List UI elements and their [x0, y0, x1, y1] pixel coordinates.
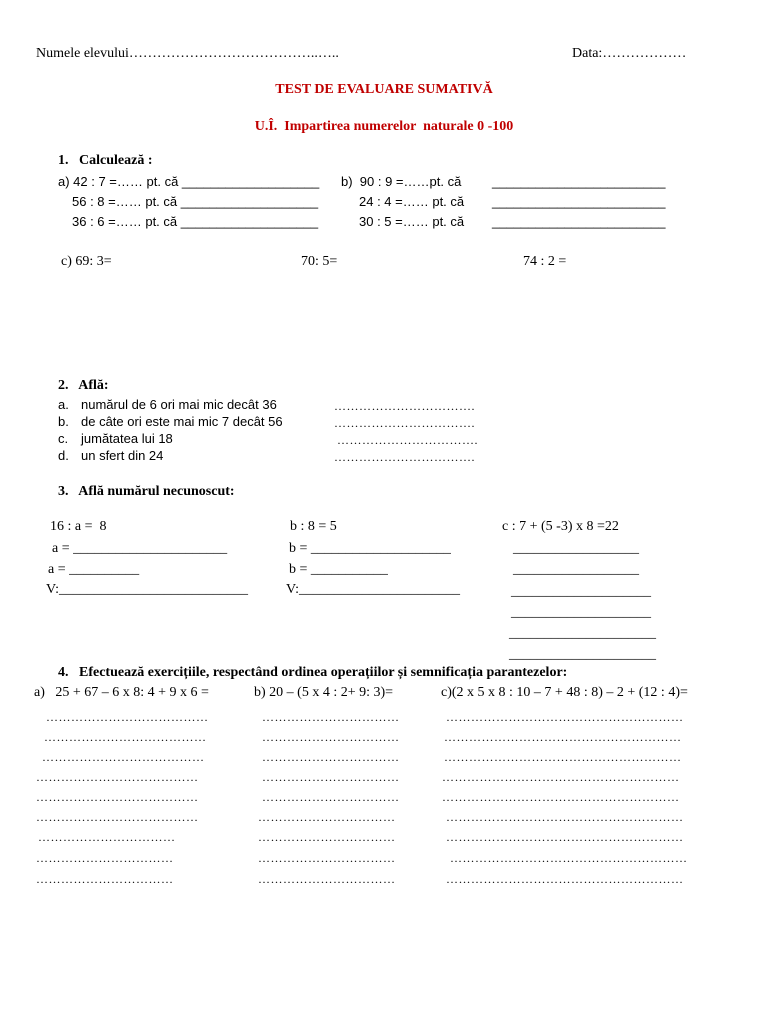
section3-heading: 3. Află numărul necunoscut: [58, 484, 235, 499]
work-line-4b[interactable]: …………………………… [262, 710, 400, 724]
list-item-letter: d. [58, 448, 69, 463]
exercise-1a-row2: 56 : 8 =…… pt. că ___________________ [72, 194, 319, 209]
exercise-1b-row1: b) 90 : 9 =……pt. că [341, 174, 462, 189]
work-line-4c[interactable]: ………………………………………………… [446, 830, 684, 844]
work-line-4c[interactable]: ………………………………………………… [444, 750, 682, 764]
section1-heading: 1. Calculează : [58, 153, 153, 168]
answer-dots[interactable]: ……………………………. [334, 416, 475, 430]
answer-line-col1[interactable]: a = ______________________ [52, 541, 228, 556]
equation-col1: 16 : a = 8 [50, 519, 107, 534]
answer-line-col3[interactable]: _____________________ [509, 647, 656, 662]
section2-heading: 2. Află: [58, 378, 109, 393]
work-line-4a[interactable]: ………………………………… [36, 770, 199, 784]
exercise-1b-row2: 24 : 4 =…… pt. că [359, 194, 465, 209]
exercise-1c-item1: c) 69: 3= [61, 254, 112, 269]
work-line-4b[interactable]: …………………………… [262, 750, 400, 764]
answer-dots[interactable]: ……………………………. [334, 399, 475, 413]
answer-line-col3[interactable]: _____________________ [509, 626, 656, 641]
answer-line-1b-row3[interactable]: ________________________ [492, 214, 666, 229]
equation-col2: b : 8 = 5 [290, 519, 337, 534]
work-line-4b[interactable]: …………………………… [258, 851, 396, 865]
work-line-4a[interactable]: ………………………………… [46, 710, 209, 724]
list-item-text: numărul de 6 ori mai mic decât 36 [81, 397, 277, 412]
list-item-text: jumătatea lui 18 [81, 431, 173, 446]
work-line-4a[interactable]: ………………………………… [36, 790, 199, 804]
work-line-4c[interactable]: ………………………………………………… [446, 710, 684, 724]
work-line-4a[interactable]: …………………………… [36, 872, 174, 886]
work-line-4c[interactable]: ………………………………………………… [450, 851, 688, 865]
answer-line-col1[interactable]: a = __________ [48, 562, 140, 577]
list-item-text: un sfert din 24 [81, 448, 164, 463]
list-item-letter: a. [58, 397, 69, 412]
answer-line-col3[interactable]: __________________ [513, 562, 639, 577]
exercise-1a-row1: a) 42 : 7 =…… pt. că ___________________ [58, 174, 320, 189]
list-item-letter: c. [58, 431, 69, 446]
work-line-4a[interactable]: ………………………………… [36, 810, 199, 824]
section4-heading: 4. Efectuează exercițiile, respectând ordinea operațiilor și semnificația parantezelor: [58, 665, 568, 680]
equation-col3: c : 7 + (5 -3) x 8 =22 [502, 519, 619, 534]
answer-line-1b-row2[interactable]: ________________________ [492, 194, 666, 209]
work-line-4c[interactable]: ………………………………………………… [444, 730, 682, 744]
work-line-4b[interactable]: …………………………… [262, 730, 400, 744]
list-item-text: de câte ori este mai mic 7 decât 56 [81, 414, 283, 429]
verification-line-col2[interactable]: V:_______________________ [286, 582, 460, 597]
list-item-letter: b. [58, 414, 69, 429]
work-line-4b[interactable]: …………………………… [262, 790, 400, 804]
work-line-4c[interactable]: ………………………………………………… [442, 770, 680, 784]
exercise-1c-item3: 74 : 2 = [523, 254, 567, 269]
exercise-4b: b) 20 – (5 x 4 : 2+ 9: 3)= [254, 685, 394, 700]
work-line-4c[interactable]: ………………………………………………… [446, 810, 684, 824]
answer-line-col3[interactable]: ____________________ [511, 584, 651, 599]
work-line-4a[interactable]: …………………………… [38, 830, 176, 844]
exercise-4a: a) 25 + 67 – 6 x 8: 4 + 9 x 6 = [34, 685, 209, 700]
answer-dots[interactable]: ……………………………. [337, 433, 478, 447]
answer-line-col3[interactable]: ____________________ [511, 605, 651, 620]
work-line-4c[interactable]: ………………………………………………… [446, 872, 684, 886]
answer-dots[interactable]: ……………………………. [334, 450, 475, 464]
work-line-4b[interactable]: …………………………… [262, 770, 400, 784]
exercise-4c: c)(2 x 5 x 8 : 10 – 7 + 48 : 8) – 2 + (12 : 4)= [441, 685, 688, 700]
exercise-1a-row3: 36 : 6 =…… pt. că ___________________ [72, 214, 319, 229]
verification-line-col1[interactable]: V:___________________________ [46, 582, 248, 597]
exercise-1c-item2: 70: 5= [301, 254, 338, 269]
work-line-4a[interactable]: ………………………………… [42, 750, 205, 764]
work-line-4c[interactable]: ………………………………………………… [442, 790, 680, 804]
work-line-4b[interactable]: …………………………… [258, 872, 396, 886]
work-line-4a[interactable]: ………………………………… [44, 730, 207, 744]
answer-line-1b-row1[interactable]: ________________________ [492, 174, 666, 189]
work-line-4b[interactable]: …………………………… [258, 810, 396, 824]
student-name-field[interactable]: Numele elevului…………………………………..….. [36, 46, 339, 61]
work-line-4a[interactable]: …………………………… [36, 851, 174, 865]
test-subtitle: U.Î. Impartirea numerelor naturale 0 -100 [254, 119, 514, 134]
exercise-1b-row3: 30 : 5 =…… pt. că [359, 214, 465, 229]
answer-line-col2[interactable]: b = ___________ [289, 562, 388, 577]
answer-line-col2[interactable]: b = ____________________ [289, 541, 451, 556]
test-title: TEST DE EVALUARE SUMATIVĂ [275, 82, 493, 97]
work-line-4b[interactable]: …………………………… [258, 830, 396, 844]
answer-line-col3[interactable]: __________________ [513, 541, 639, 556]
date-field[interactable]: Data:……………… [572, 46, 687, 61]
